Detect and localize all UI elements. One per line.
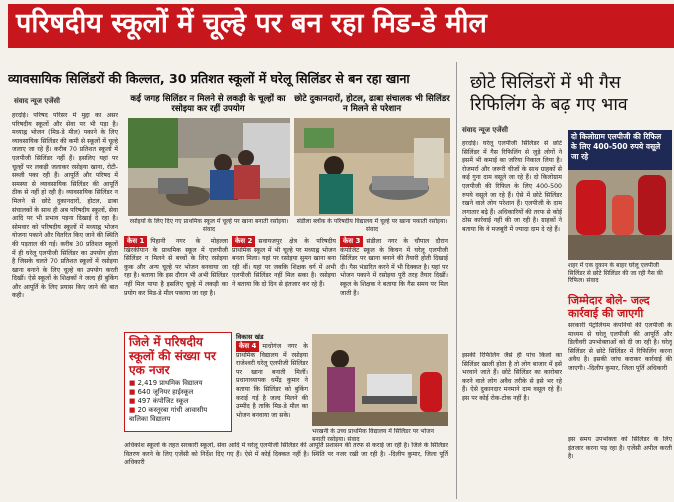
right-photo-caption: शहर में एक दुकान के बाहर घरेलू एलपीजी सिलिंडर से छोटे सिलिंडर की जा रही गैस की रिफिल। संवाद xyxy=(568,262,663,284)
case-4 xyxy=(236,332,308,432)
photo2-caption: संडीला ब्लॉक के परिषदीय विद्यालय में चूल्हे पर खाना पकाती रसोइया। संवाद xyxy=(296,218,448,233)
case-text: संडीला नगर के चौपाल दौरान कंपोजिट स्कूल के किचन में घरेलू एलपीजी सिलिंडर पर खाना बनाने की तैयारी होती दिखाई दी। गैस भंडारित करने में भी दिक्कत है। यहां पर भोजन पकाने में रसोइया पूरी तरह तैयार दिखीं। स्कूल के शिक्षक ने बताया कि गैस समय पर मिल जाती है। xyxy=(340,238,448,297)
factbox-item: ■ 20 कस्तूरबा गांधी आवासीय बालिका विद्यालय xyxy=(129,406,208,423)
case-text: पिहानी नगर के मोहल्ला खिरकीयान के प्राथमिक स्कूल में एलपीजी सिलिंडर न मिलने से बच्चों के लिए रसोइया कुक और अन्य चूल्हे पर भोजन बनवाया जा रहा है। बताया कि इस दौरान भी अभी सिलिंडर नहीं मिल पाया है इसलिए चूल्हे में लकड़ी का प्रयोग कर मिड-डे मील पकाया जा रहा है। xyxy=(124,238,228,297)
right-article-cont: इसकी रिफिलिंग जैसे ही पांच किलो का सिलिंडर खाली होता है तो लोग बाजार में इसे भरवाने जाते हैं। छोटे सिलिंडर का कारोबार करने वाले लोग अवैध तरीके से इसे भर रहे हैं। ऐसे दुकानदार मनमाने दाम वसूल रहे हैं। इस पर कोई रोक-टोक नहीं है। xyxy=(462,352,562,402)
photo1-caption: रसोइयों के लिए दिए गए प्राथमिक स्कूल में चूल्हे पर खाना बनाती रसोइया। संवाद xyxy=(129,218,289,233)
right-bottom-text: इस समय उपभोक्ता को सिलिंडर के लिए इंतजार करना पड़ रहा है। एजेंसी अपील करती है। xyxy=(568,436,672,461)
subheadline: व्यावसायिक सिलिंडरों की किल्लत, 30 प्रतिशत स्कूलों में घरेलू सिलिंडर से बन रहा खाना xyxy=(8,71,410,86)
right-photo-title: दो किलोग्राम एलपीजी की रिफिल के लिए 400-500 रुपये वसूले जा रहे xyxy=(568,130,672,170)
photo-gas-stove xyxy=(312,334,448,426)
right-byline: संवाद न्यूज एजेंसी xyxy=(462,126,508,134)
case-2 xyxy=(232,236,336,331)
photo-cooking-chulha xyxy=(128,118,290,216)
left-column-article: हरदोई। परिषद परिसर में मुद्दा का असर परिषदीय स्कूलों और सेवा पर भी पड़ा है। मध्याह्न भोजन (मिड-डे मील) पकाने के लिए व्यावसायिक सिलिंडर की कमी से स्कूलों में चूल्हे जलाए जा रहे हैं। करीब 70 प्रतिशत स्कूलों में एलपीजी सिलिंडर नहीं हैं। इसलिए यहां पर चूल्हों पर लकड़ी जलाकर रसोइया खाना, रोटी-सब्जी पका रही हैं। आपूर्ति और परिषद में समस्या से व्यावसायिक सिलिंडर की आपूर्ति ठीक से नहीं हो रही है। व्यावसायिक सिलिंडर न मिलने से छोटे दुकानदारों, होटल, ढाबा संचालकों के साथ ही अब परिषदीय स्कूलों, सेवा आदि पर भी प्रभाव पड़ना दिखाई दे रहा है। सोमवार को परिषदीय स्कूलों में मध्याह्न भोजन योजना पकाने और वितरित किए जाने की स्थिति की पड़ताल की गई। करीब 30 प्रतिशत स्कूलों में ही घरेलू एलपीजी सिलिंडर का उपयोग होता है जिसके चलते 70 प्रतिशत स्कूलों में रसोइया खाना बनाने के लिए चूल्हे का उपयोग करती दिखीं। ऐसे स्कूलों के शिक्षकों ने जल्द ही बुकिंग और आपूर्ति के लिए प्रयास किए जाने की बात कही। xyxy=(12,112,118,300)
case-text: सवायजपुर क्षेत्र के परिषदीय प्राथमिक स्कूल में भी चूल्हे पर मध्याह्न भोजन बनता मिला। यहां पर रसोइया सुमन खाना बना रही थीं। यहां पर जबकि शिक्षक वर्ग में अभी एलपीजी सिलिंडर नहीं मिल सका है। रसोइया ने बताया कि दो दिन से इंतजार कर रहे हैं। xyxy=(232,238,336,288)
case-tag: केस 2 xyxy=(232,236,255,247)
byline: संवाद न्यूज एजेंसी xyxy=(14,97,60,105)
case-tag: केस 1 xyxy=(124,236,147,247)
factbox-item: ■ 2,419 प्राथमिक विद्यालय xyxy=(129,379,203,387)
case-tag: केस 4 xyxy=(236,341,259,352)
factbox xyxy=(124,332,232,432)
case-tag: केस 3 xyxy=(340,236,363,247)
factbox-title: जिले में परिषदीय स्कूलों की संख्या पर एक नजर xyxy=(129,335,216,377)
zimmedar-text: सरकारी पेट्रोलियम कंपनियों की एलपीजी के माध्यम से घरेलू एलपीजी की आपूर्ति और डिलीवरी उपभोक्ताओं को दी जा रही है। घरेलू सिलिंडर से छोटे सिलिंडर में रिफिलिंग करना अवैध है। इसकी जांच कराकर कार्रवाई की जाएगी। -दिलीप कुमार, जिला पूर्ति अधिकारी xyxy=(568,322,672,372)
factbox-list xyxy=(125,379,231,424)
case-text: माधोगंज नगर के प्राथमिक विद्यालय में रसोइया राजेश्वरी घरेलू एलपीजी सिलिंडर पर खाना बनाती मिलीं। प्रधानाध्यापक धर्मेंद्र कुमार ने बताया कि सिलिंडर को बुकिंग कराई गई है जल्द मिलने की उम्मीद है ताकि मिड-डे मील का भोजन बनवाया जा सके। xyxy=(236,343,308,419)
column-divider xyxy=(456,62,457,499)
case-1 xyxy=(124,236,228,331)
factbox-item: ■ 640 जूनियर हाईस्कूल xyxy=(129,388,194,396)
case-3 xyxy=(340,236,448,331)
main-headline: परिषदीय स्कूलों में चूल्हे पर बन रहा मिड-डे मील xyxy=(8,4,674,48)
factbox-item: ■ 497 कंपोजिट स्कूल xyxy=(129,397,189,405)
photo1-heading: कई जगह सिलिंडर न मिलने से लकड़ी के चूल्हों का रसोइया कर रहीं उपयोग xyxy=(130,94,286,114)
vikas-label: विकास खंड xyxy=(236,333,264,341)
right-article: हरदोई। घरेलू एलपीजी सिलिंडर से छोटे सिलिंडर में गैस रिफिलिंग से जुड़े लोगों ने इसमें भी कमाई का जरिया निकाल लिया है। रोजमर्रा और जरूरी चीजों के साथ ग्राहकों से कई गुना दाम वसूले जा रहे हैं। दो किलोग्राम एलपीजी की रिफिल के लिए 400-500 रुपये वसूले जा रहे हैं। ऐसे में छोटे सिलिंडर रखने वाले लोग परेशान हैं। एलपीजी के दाम लगातार बढ़े हैं। अधिकारियों की तरफ से कोई ठोस कार्रवाई नहीं की जा रही है। ग्राहकों ने बताया कि वे मजबूरी में ज्यादा दाम दे रहे हैं। xyxy=(462,140,562,233)
photo-cylinders xyxy=(568,170,672,260)
photo-cooking-school xyxy=(294,118,450,216)
photo3-caption: भरखनी के उच्च प्राथमिक विद्यालय में सिलिंडर पर भोजन बनाती रसोइया। संवाद xyxy=(312,428,434,443)
right-headline: छोटे सिलिंडरों में भी गैस रिफिलिंग के बढ़ गए भाव xyxy=(470,73,628,115)
photo2-heading: छोटे दुकानदारों, होटल, ढाबा संचालक भी सिलिंडर न मिलने से परेशान xyxy=(294,94,450,114)
bottom-note: अधिकांश स्कूलों के तहत सरकारी स्कूलों, सेवा आदि में घरेलू एलपीजी सिलिंडर की आपूर्ति प्रशासन की तरफ से कराई जा रही है। जिले के सिलिंडर वितरण करने के लिए एजेंसी को निर्देश दिए गए हैं। ऐसे में कोई दिक्कत नहीं है। स्थिति पर नजर रखी जा रही है। -दिलीप कुमार, जिला पूर्ति अधिकारी xyxy=(124,442,448,467)
zimmedar-title: जिम्मेदार बोले- जल्द कार्रवाई की जाएगी xyxy=(568,294,650,320)
